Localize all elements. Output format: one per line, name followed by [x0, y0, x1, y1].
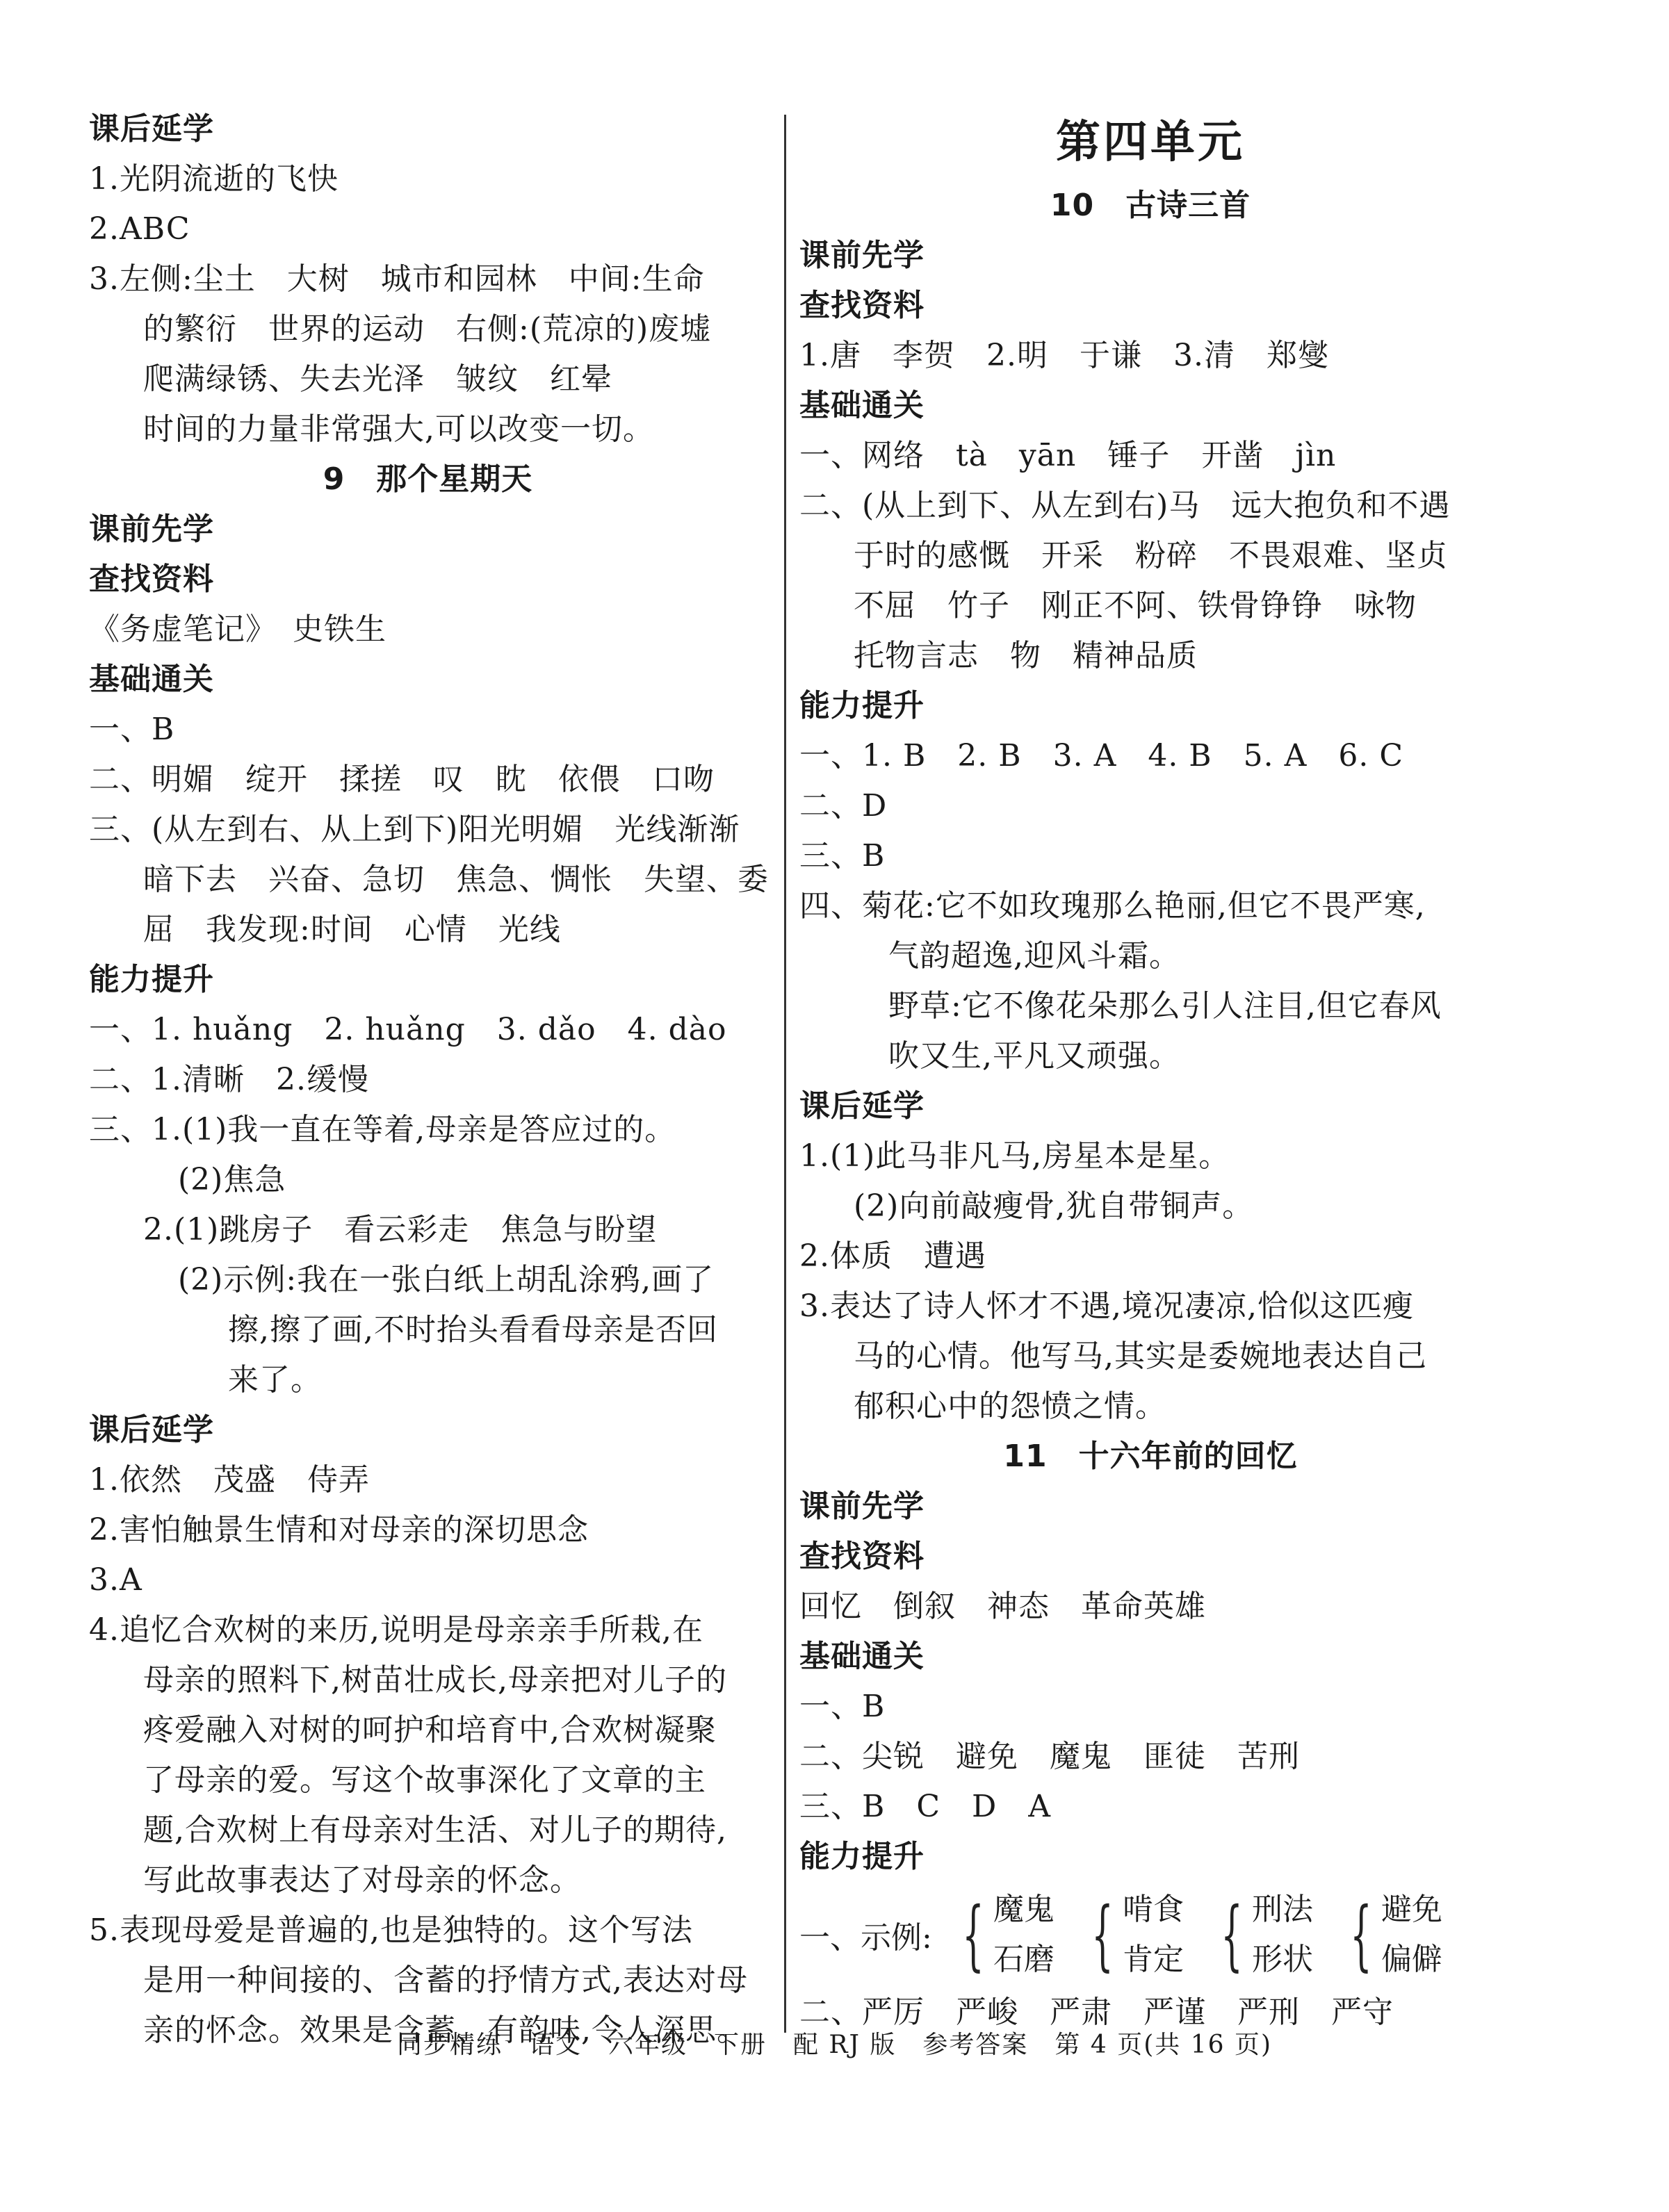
answer-line: 时间的力量非常强大,可以改变一切。 [143, 411, 654, 447]
section-heading: 能力提升 [89, 962, 214, 997]
answer-line: 《务虚笔记》 史铁生 [89, 612, 386, 647]
brace-word: 偏僻 [1381, 1942, 1442, 1977]
brace-pair [1207, 1885, 1313, 1985]
answer-line: 一、1. huǎng 2. huǎng 3. dǎo 4. dào [89, 1012, 727, 1047]
brace-word: 刑法 [1252, 1892, 1313, 1927]
brace-lead: 一、示例: [799, 1920, 932, 1956]
answer-line: 的繁衍 世界的运动 右侧:(荒凉的)废墟 [143, 311, 712, 347]
answer-line: 1.光阴流逝的飞快 [89, 161, 339, 197]
answer-line: 马的心情。他写马,其实是委婉地表达自己 [854, 1338, 1427, 1374]
answer-line: 4.追忆合欢树的来历,说明是母亲亲手所栽,在 [89, 1612, 703, 1648]
brace-word: 肯定 [1123, 1942, 1184, 1977]
brace-pairs [949, 1885, 1466, 1985]
answer-line: 四、菊花:它不如玫瑰那么艳丽,但它不畏严寒, [799, 888, 1426, 924]
answer-line: 1.依然 茂盛 侍弄 [89, 1462, 370, 1498]
section-heading: 课前先学 [799, 1489, 925, 1524]
lesson-title: 9 那个星期天 [323, 461, 533, 497]
answer-line: (2)示例:我在一张白纸上胡乱涂鸦,画了 [178, 1262, 715, 1297]
answer-line: 二、明媚 绽开 揉搓 叹 眈 依偎 口吻 [89, 762, 715, 797]
answer-line: 了母亲的爱。写这个故事深化了文章的主 [143, 1762, 706, 1798]
answer-line: 不屈 竹子 刚正不阿、铁骨铮铮 咏物 [854, 588, 1417, 623]
section-heading: 查找资料 [799, 1539, 925, 1574]
brace-words [1381, 1885, 1442, 1985]
brace-example-row [799, 1882, 1501, 1988]
brace-words [1252, 1885, 1313, 1985]
brace-word: 石磨 [993, 1942, 1055, 1977]
answer-line: (2)向前敲瘦骨,犹自带铜声。 [854, 1188, 1254, 1224]
answer-line: 一、B [799, 1689, 886, 1724]
answer-line: 一、网络 tà yān 锤子 开凿 jìn [799, 438, 1337, 473]
answer-line: (2)焦急 [178, 1162, 286, 1197]
lesson-title: 10 古诗三首 [1050, 188, 1251, 223]
section-heading: 课后延学 [799, 1088, 925, 1124]
answer-line: 于时的感慨 开采 粉碎 不畏艰难、坚贞 [854, 538, 1448, 573]
answer-line: 2.(1)跳房子 看云彩走 焦急与盼望 [143, 1212, 658, 1247]
answer-line: 回忆 倒叙 神态 革命英雄 [799, 1589, 1206, 1624]
answer-line: 二、严厉 严峻 严肃 严谨 严刑 严守 [799, 1994, 1394, 2030]
answer-line: 是用一种间接的、含蓄的抒情方式,表达对母 [143, 1963, 748, 1998]
answer-line: 屈 我发现:时间 心情 光线 [143, 912, 561, 947]
answer-line: 二、尖锐 避免 魔鬼 匪徒 苦刑 [799, 1739, 1300, 1774]
answer-line: 三、B C D A [799, 1789, 1052, 1824]
right-column [799, 104, 1501, 2038]
section-heading: 能力提升 [799, 688, 925, 723]
unit-title: 第四单元 [1056, 117, 1245, 168]
answer-line: 气韵超逸,迎风斗霜。 [888, 938, 1180, 974]
section-heading: 查找资料 [89, 562, 214, 597]
brace-icon: { [1221, 1890, 1243, 1979]
answer-line: 郁积心中的怨愤之情。 [854, 1388, 1166, 1424]
section-heading: 课后延学 [89, 111, 214, 147]
answer-line: 三、1.(1)我一直在等着,母亲是答应过的。 [89, 1112, 676, 1147]
answer-line: 擦,擦了画,不时抬头看看母亲是否回 [228, 1312, 718, 1347]
answer-line: 三、B [799, 838, 886, 874]
brace-pair [1078, 1885, 1184, 1985]
answer-line: 来了。 [228, 1362, 322, 1398]
answer-line: 一、1. B 2. B 3. A 4. B 5. A 6. C [799, 738, 1404, 773]
answer-line: 3.左侧:尘土 大树 城市和园林 中间:生命 [89, 261, 705, 297]
brace-word: 避免 [1381, 1892, 1442, 1927]
section-heading: 能力提升 [799, 1839, 925, 1874]
answer-line: 母亲的照料下,树苗壮成长,母亲把对儿子的 [143, 1662, 727, 1698]
left-column [89, 104, 767, 2056]
answer-line: 疼爱融入对树的呵护和培育中,合欢树凝聚 [143, 1712, 717, 1748]
section-heading: 基础通关 [799, 388, 925, 423]
answer-line: 暗下去 兴奋、急切 焦急、惆怅 失望、委 [143, 862, 769, 897]
brace-words [993, 1885, 1055, 1985]
brace-icon: { [962, 1890, 984, 1979]
section-heading: 课前先学 [89, 511, 214, 547]
answer-line: 三、(从左到右、从上到下)阳光明媚 光线渐渐 [89, 812, 740, 847]
section-heading: 基础通关 [799, 1639, 925, 1674]
answer-line: 爬满绿锈、失去光泽 皱纹 红晕 [143, 361, 612, 397]
brace-word: 啃食 [1123, 1892, 1184, 1927]
answer-line: 2.害怕触景生情和对母亲的深切思念 [89, 1512, 589, 1548]
answer-line: 写此故事表达了对母亲的怀念。 [143, 1862, 581, 1898]
brace-icon: { [1091, 1890, 1114, 1979]
answer-line: 托物言志 物 精神品质 [854, 638, 1198, 673]
brace-words [1123, 1885, 1184, 1985]
brace-icon: { [1350, 1890, 1372, 1979]
section-heading: 基础通关 [89, 662, 214, 697]
brace-word: 形状 [1252, 1942, 1313, 1977]
answer-line: 野草:它不像花朵那么引人注目,但它春风 [888, 988, 1442, 1024]
answer-line: 题,合欢树上有母亲对生活、对儿子的期待, [143, 1812, 727, 1848]
answer-line: 5.表现母爱是普遍的,也是独特的。这个写法 [89, 1912, 693, 1948]
answer-line: 二、(从上到下、从左到右)马 远大抱负和不遇 [799, 488, 1451, 523]
lesson-title: 11 十六年前的回忆 [1003, 1439, 1298, 1474]
brace-pair [1337, 1885, 1442, 1985]
answer-line: 2.ABC [89, 211, 190, 247]
answer-line: 二、1.清晰 2.缓慢 [89, 1062, 369, 1097]
brace-pair [949, 1885, 1055, 1985]
answer-line: 1.(1)此马非凡马,房星本是星。 [799, 1138, 1230, 1174]
section-heading: 课前先学 [799, 238, 925, 273]
brace-word: 魔鬼 [993, 1892, 1055, 1927]
section-heading: 查找资料 [799, 288, 925, 323]
column-divider [784, 115, 786, 2033]
answer-line: 3.A [89, 1562, 143, 1598]
answer-line: 亲的怀念。效果是含蓄、有韵味,令人深思。 [143, 2013, 748, 2048]
answer-line: 3.表达了诗人怀才不遇,境况凄凉,恰似这匹瘦 [799, 1288, 1414, 1324]
page-footer: 同步精练 语文 六年级 下册 配 RJ 版 参考答案 第 4 页(共 16 页) [396, 2031, 1272, 2059]
answer-line: 1.唐 李贺 2.明 于谦 3.清 郑燮 [799, 338, 1329, 373]
right-lines [799, 181, 1501, 1882]
answer-line: 吹又生,平凡又顽强。 [888, 1038, 1180, 1074]
answer-line: 一、B [89, 712, 175, 747]
section-heading: 课后延学 [89, 1412, 214, 1448]
answer-line: 2.体质 遭遇 [799, 1238, 986, 1274]
answer-line: 二、D [799, 788, 888, 824]
